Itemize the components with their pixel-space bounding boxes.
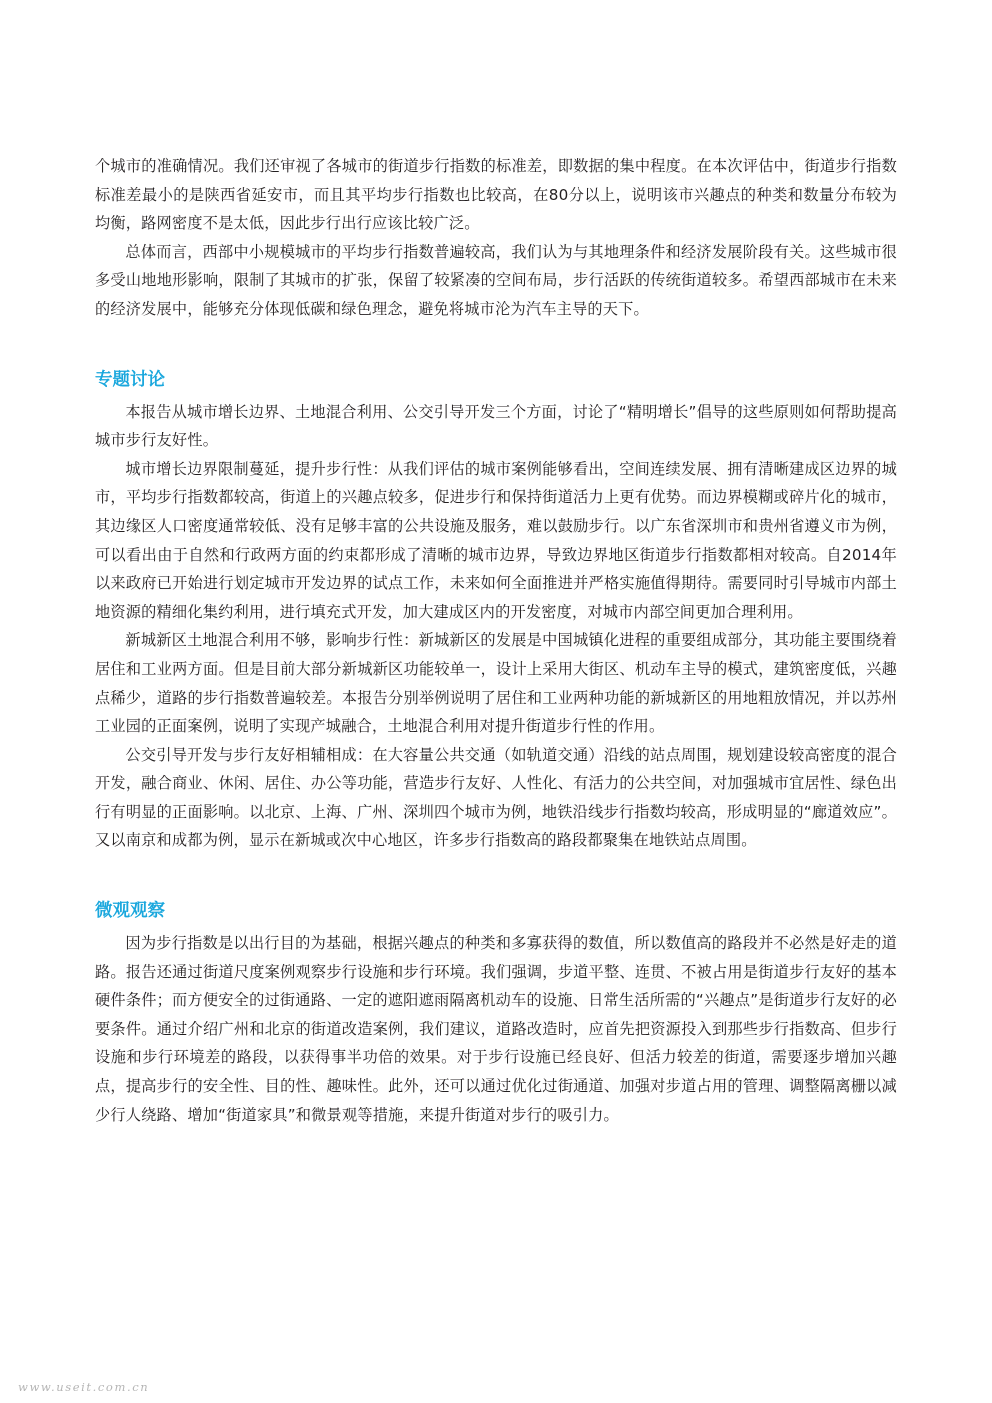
intro-paragraph-2: 总体而言，西部中小规模城市的平均步行指数普遍较高，我们认为与其地理条件和经济发展阶段有关。这些城市很多受山地地形影响，限制了其城市的扩张，保留了较紧凑的空间布局，步行活跃的传统街道较多。希望西部城市在未来的经济发展中，能够充分体现低碳和绿色理念，避免将城市沦为汽车主导的天下。 [95,242,897,318]
section2-paragraph-1: 因为步行指数是以出行目的为基础，根据兴趣点的种类和多寡获得的数值，所以数值高的路段并不必然是好走的道路。报告还通过街道尺度案例观察步行设施和步行环境。我们强调，步道平整、连贯、不被占用是街道步行友好的基本硬件条件；而方便安全的过街通路、一定的遮阳遮雨隔离机动车的设施、日常生活所需的“兴趣点”是街道步行友好的必要条件。通过介绍广州和北京的街道改造案例，我们建议，道路改造时，应首先把资源投入到那些步行指数高、但步行设施和步行环境差的路段，以获得事半功倍的效果。对于步行设施已经良好、但活力较差的街道，需要逐步增加兴趣点，提高步行的安全性、目的性、趣味性。此外，还可以通过优化过街通道、加强对步道占用的管理、调整隔离栅以减少行人绕路、增加“街道家具”和微景观等措施，来提升街道对步行的吸引力。 [95,934,897,1124]
section1-paragraph-2: 城市增长边界限制蔓延，提升步行性：从我们评估的城市案例能够看出，空间连续发展、拥有清晰建成区边界的城市，平均步行指数都较高，街道上的兴趣点较多，促进步行和保持街道活力上更有优势。而边界模糊或碎片化的城市，其边缘区人口密度通常较低、没有足够丰富的公共设施及服务，难以鼓励步行。以广东省深圳市和贵州省遵义市为例，可以看出由于自然和行政两方面的约束都形成了清晰的城市边界，导致边界地区街道步行指数都相对较高。自2014年以来政府已开始进行划定城市开发边界的试点工作，未来如何全面推进并严格实施值得期待。需要同时引导城市内部土地资源的精细化集约利用，进行填充式开发，加大建成区内的开发密度，对城市内部空间更加合理利用。 [95,459,897,621]
document-body [95,152,897,1129]
section1-paragraph-1: 本报告从城市增长边界、土地混合利用、公交引导开发三个方面，讨论了“精明增长”倡导的这些原则如何帮助提高城市步行友好性。 [95,402,897,450]
watermark: www.useit.com.cn [18,1380,150,1394]
section1-paragraph-4: 公交引导开发与步行友好相辅相成：在大容量公共交通（如轨道交通）沿线的站点周围，规划建设较高密度的混合开发，融合商业、休闲、居住、办公等功能，营造步行友好、人性化、有活力的公共空间，对加强城市宜居性、绿色出行有明显的正面影响。以北京、上海、广州、深圳四个城市为例，地铁沿线步行指数均较高，形成明显的“廊道效应”。又以南京和成都为例，显示在新城或次中心地区，许多步行指数高的路段都聚集在地铁站点周围。 [95,745,897,850]
intro-paragraph-1: 个城市的准确情况。我们还审视了各城市的街道步行指数的标准差，即数据的集中程度。在本次评估中，街道步行指数标准差最小的是陕西省延安市，而且其平均步行指数也比较高，在80分以上，说明该市兴趣点的种类和数量分布较为均衡，路网密度不是太低，因此步行出行应该比较广泛。 [95,157,897,233]
section-heading-topic-discussion: 专题讨论 [95,369,165,390]
section-heading-micro-observation: 微观观察 [95,901,165,922]
section1-paragraph-3: 新城新区土地混合利用不够，影响步行性：新城新区的发展是中国城镇化进程的重要组成部分，其功能主要围绕着居住和工业两方面。但是目前大部分新城新区功能较单一，设计上采用大街区、机动车主导的模式，建筑密度低，兴趣点稀少，道路的步行指数普遍较差。本报告分别举例说明了居住和工业两种功能的新城新区的用地粗放情况，并以苏州工业园的正面案例，说明了实现产城融合，土地混合利用对提升街道步行性的作用。 [95,631,897,736]
